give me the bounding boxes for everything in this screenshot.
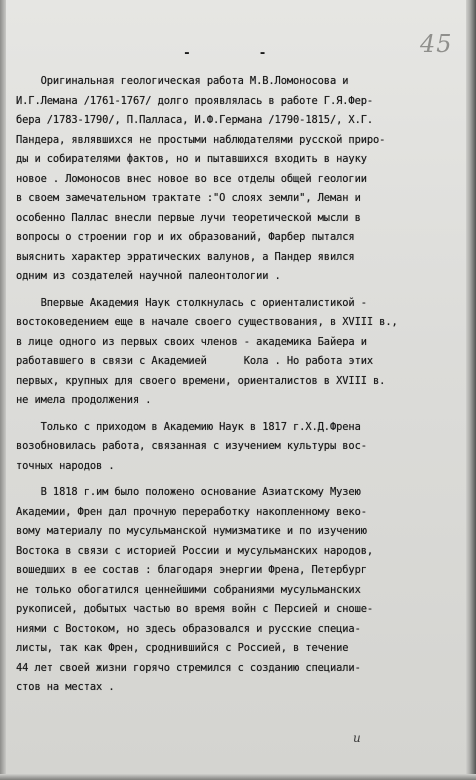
page-right-edge-shadow bbox=[466, 0, 476, 780]
text-line: вопросы о строении гор и их образований, Фарбер пытался bbox=[16, 231, 355, 243]
text-line: не только обогатился ценнейшими собраниями мусульманских bbox=[16, 583, 361, 596]
text-line: Только с приходом в Академию Наук в 1817 г.Х.Д.Френа bbox=[16, 420, 361, 433]
text-line: ды и собирателями фактов, но и пытавшихся входить в науку bbox=[16, 153, 367, 165]
text-line: вошедших в ее состав : благодаря энергии Френа, Петербург bbox=[16, 564, 367, 576]
page-left-edge-shadow bbox=[0, 0, 6, 780]
typewritten-body bbox=[16, 72, 462, 698]
text-line: одним из создателей научной палеонтологии . bbox=[16, 270, 281, 282]
text-line: не имела продолжения . bbox=[16, 394, 152, 406]
text-line: первых, крупных для своего времени, ориенталистов в XVIII в. bbox=[16, 374, 386, 387]
text-line: работавшего в связи с Академией Кола . Но работа этих bbox=[16, 355, 374, 367]
text-line: в лице одного из первых своих членов - академика Байера и bbox=[16, 335, 367, 348]
text-line: И.Г.Лемана /1761-1767/ долго проявлялась в работе Г.Я.Фер- bbox=[16, 94, 374, 107]
text-line: новое . Ломоносов внес новое во все отделы общей геологии bbox=[16, 172, 367, 185]
paragraph-gap bbox=[16, 476, 462, 483]
text-line: ниями с Востоком, но здесь образовался и русские специа- bbox=[16, 622, 361, 635]
text-line: Оригинальная геологическая работа М.В.Ломоносова и bbox=[16, 75, 349, 87]
text-line: востоковедением еще в начале своего существования, в XVIII в., bbox=[16, 316, 398, 328]
paragraph bbox=[16, 294, 462, 411]
text-line: Академии, Френ дал прочную переработку накопленному веко- bbox=[16, 505, 367, 518]
text-line: В 1818 г.им было положено основание Азиатскому Музею bbox=[16, 486, 361, 498]
text-line: бера /1783-1790/, П.Палласа, И.Ф.Германа /1790-1815/, Х.Г. bbox=[16, 114, 374, 126]
text-line: выяснить характер эрратических валунов, а Пандер явился bbox=[16, 250, 355, 263]
text-line: Впервые Академия Наук столкнулась с ориенталистикой - bbox=[16, 296, 367, 309]
text-line: в своем замечательном трактате :"О слоях земли", Леман и bbox=[16, 192, 361, 204]
page-bottom-edge-shadow bbox=[0, 774, 476, 780]
text-line: рукописей, добытых частью во время войн с Персией и сноше- bbox=[16, 603, 374, 615]
text-line: вому материалу по мусульманской нумизматике и по изучению bbox=[16, 525, 367, 537]
paragraph bbox=[16, 418, 462, 477]
paragraph-gap bbox=[16, 411, 462, 418]
paragraph-gap bbox=[16, 287, 462, 294]
text-line: листы, так как Френ, сроднившийся с Россией, в течение bbox=[16, 642, 349, 654]
text-line: стов на местах . bbox=[16, 681, 115, 693]
text-line: возобновилась работа, связанная с изучением культуры вос- bbox=[16, 440, 367, 452]
paragraph bbox=[16, 483, 462, 698]
header-dash-marks: - - bbox=[183, 46, 297, 61]
handwritten-insertion-mark: и bbox=[353, 731, 361, 745]
text-line: точных народов . bbox=[16, 459, 115, 472]
text-line: Востока в связи с историей России и мусульманских народов, bbox=[16, 544, 374, 557]
text-line: 44 лет своей жизни горячо стремился с созданию специали- bbox=[16, 661, 361, 674]
handwritten-page-number: 45 bbox=[420, 30, 453, 58]
text-line: особенно Паллас внесли первые лучи теоретической мысли в bbox=[16, 211, 361, 224]
text-line: Пандера, являвшихся не простыми наблюдателями русской приро- bbox=[16, 133, 386, 146]
paragraph bbox=[16, 72, 462, 287]
